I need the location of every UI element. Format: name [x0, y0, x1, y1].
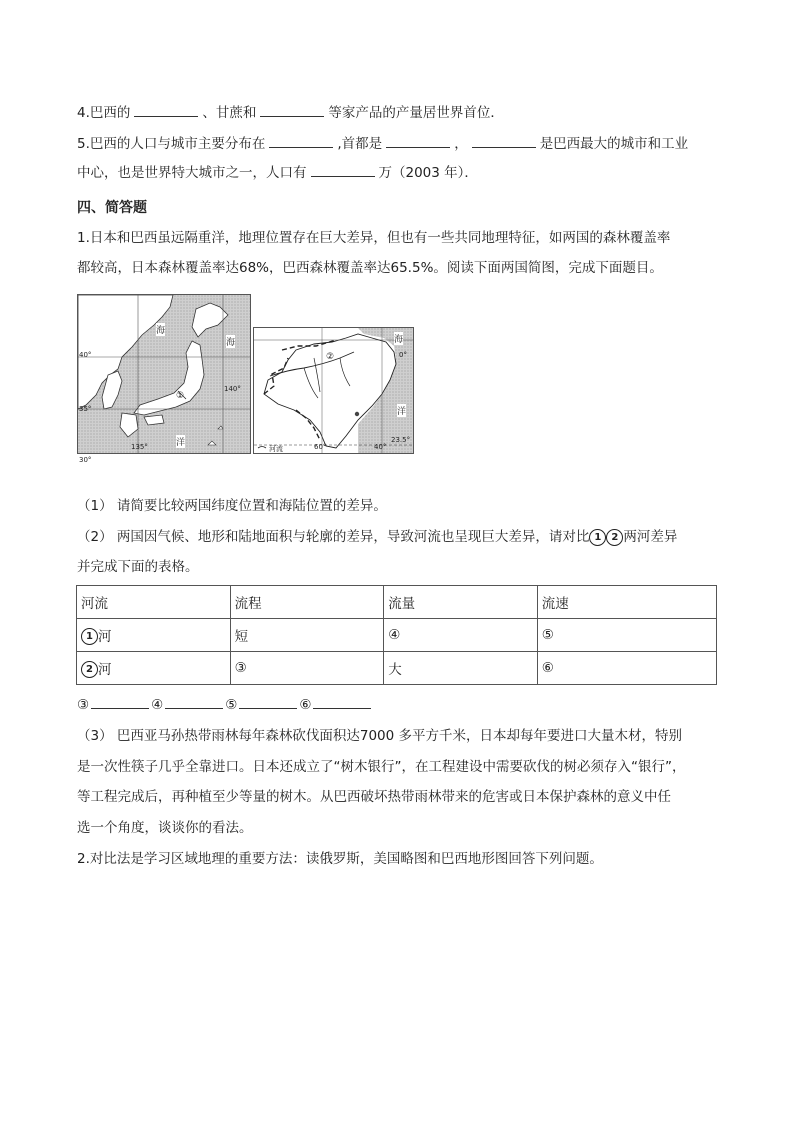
q5-text-f: 万（2003 年）．: [378, 165, 478, 181]
lon-label-40: 40°: [374, 443, 387, 451]
sub-question-3-line-4: 选一个角度，谈谈你的看法。: [77, 820, 253, 836]
answer-blank: [472, 135, 536, 148]
cell-flow: ④: [384, 619, 538, 652]
lat-label-235: 23.5°: [391, 436, 411, 444]
lon-label-135: 135°: [131, 443, 148, 451]
answer-blank: [134, 104, 198, 117]
answer-label-6: ⑥: [299, 697, 312, 713]
river-marker-2: ②: [326, 352, 335, 362]
legend-river: 河流: [269, 445, 283, 453]
answer-blank: [313, 696, 371, 709]
answer-blank: [311, 164, 375, 177]
sea-label: 海: [226, 335, 235, 348]
answer-label-5: ⑤: [225, 697, 238, 713]
sea-label: 海: [156, 323, 165, 336]
lat-label-30: 30°: [79, 456, 92, 464]
cell-length: ③: [230, 652, 384, 685]
q4-prefix: 4.巴西的: [77, 105, 131, 121]
sea-label: 海: [394, 332, 403, 345]
sub2-tail: 两河差异: [623, 529, 678, 545]
answer-label-3: ③: [77, 697, 90, 713]
answer-blank: [386, 135, 450, 148]
ocean-label: 洋: [176, 435, 185, 448]
answer-label-4: ④: [151, 697, 164, 713]
lon-label-140: 140°: [224, 385, 241, 393]
problem-2: 2.对比法是学习区域地理的重要方法：读俄罗斯，美国略图和巴西地形图回答下列问题。: [77, 851, 603, 867]
sub-question-2-line-2: 并完成下面的表格。: [77, 559, 199, 575]
marker-1: 1: [81, 628, 98, 645]
sub-question-1: （1） 请简要比较两国纬度位置和海陆位置的差异。: [77, 498, 387, 514]
cell-flow: 大: [384, 652, 538, 685]
lat-label-40: 40°: [79, 351, 92, 359]
header-length: 流程: [230, 586, 384, 619]
answer-blank: [269, 135, 333, 148]
cell-river: [77, 652, 231, 685]
answer-blank: [91, 696, 149, 709]
river-suffix: 河: [98, 628, 112, 645]
question-5-line-2: [77, 164, 478, 182]
ocean-label: 洋: [397, 404, 406, 417]
marker-1: 1: [589, 529, 606, 546]
sub-question-3-line-2: 是一次性筷子几乎全靠进口。日本还成立了“树木银行”，在工程建设中需要砍伐的树必须存入“银行”，: [77, 759, 686, 775]
cell-river: [77, 619, 231, 652]
q5-text-a: 5.巴西的人口与城市主要分布在: [77, 136, 266, 152]
sub2-text: （2） 两国因气候、地形和陆地面积与轮廓的差异，导致河流也呈现巨大差异，请对比: [77, 529, 590, 545]
table-row: [77, 619, 717, 652]
river-marker-1: ①: [176, 391, 185, 401]
problem-1-line-1: 1.日本和巴西虽远隔重洋，地理位置存在巨大差异，但也有一些共同地理特征，如两国的森林覆盖率: [77, 230, 671, 246]
sub-question-3-line-3: 等工程完成后，再种植至少等量的树木。从巴西破坏热带雨林带来的危害或日本保护森林的意义中任: [77, 789, 671, 805]
problem-1-line-2: 都较高，日本森林覆盖率达68%，巴西森林覆盖率达65.5%。阅读下面两国简图，完成下面题目。: [77, 260, 663, 276]
marker-2: 2: [606, 529, 623, 546]
river-comparison-table: [76, 585, 717, 685]
q4-suffix: 等家产品的产量居世界首位．: [328, 105, 504, 121]
q5-text-c: ，: [454, 136, 468, 152]
q5-text-e: 中心，也是世界特大城市之一，人口有: [77, 165, 307, 181]
japan-map: [77, 294, 251, 464]
table-header-row: [77, 586, 717, 619]
brazil-map: [253, 327, 414, 454]
answer-blank: [239, 696, 297, 709]
cell-length: 短: [230, 619, 384, 652]
section-title: 四、简答题: [77, 200, 147, 216]
lon-label-60: 60°: [314, 443, 327, 451]
river-suffix: 河: [98, 661, 112, 678]
header-river: 河流: [77, 586, 231, 619]
answer-blanks-row: [77, 696, 373, 713]
question-4: [77, 104, 504, 122]
marker-2: 2: [81, 661, 98, 678]
cell-speed: ⑤: [537, 619, 716, 652]
question-5-line-1: [77, 135, 688, 153]
sub-question-2-line-1: [77, 528, 677, 546]
answer-blank: [165, 696, 223, 709]
cell-speed: ⑥: [537, 652, 716, 685]
header-speed: 流速: [537, 586, 716, 619]
q5-text-d: 是巴西最大的城市和工业: [539, 136, 689, 152]
q5-text-b: ,首都是: [337, 136, 383, 152]
q4-mid: 、甘蔗和: [202, 105, 257, 121]
sub-question-3-line-1: （3） 巴西亚马孙热带雨林每年森林砍伐面积达7000 多平方千米，日本却每年要进口大量木材，特别: [77, 728, 683, 744]
table-row: [77, 652, 717, 685]
lat-label-35: 35°: [79, 405, 92, 413]
answer-blank: [260, 104, 324, 117]
header-flow: 流量: [384, 586, 538, 619]
lat-label-0: 0°: [399, 351, 407, 359]
